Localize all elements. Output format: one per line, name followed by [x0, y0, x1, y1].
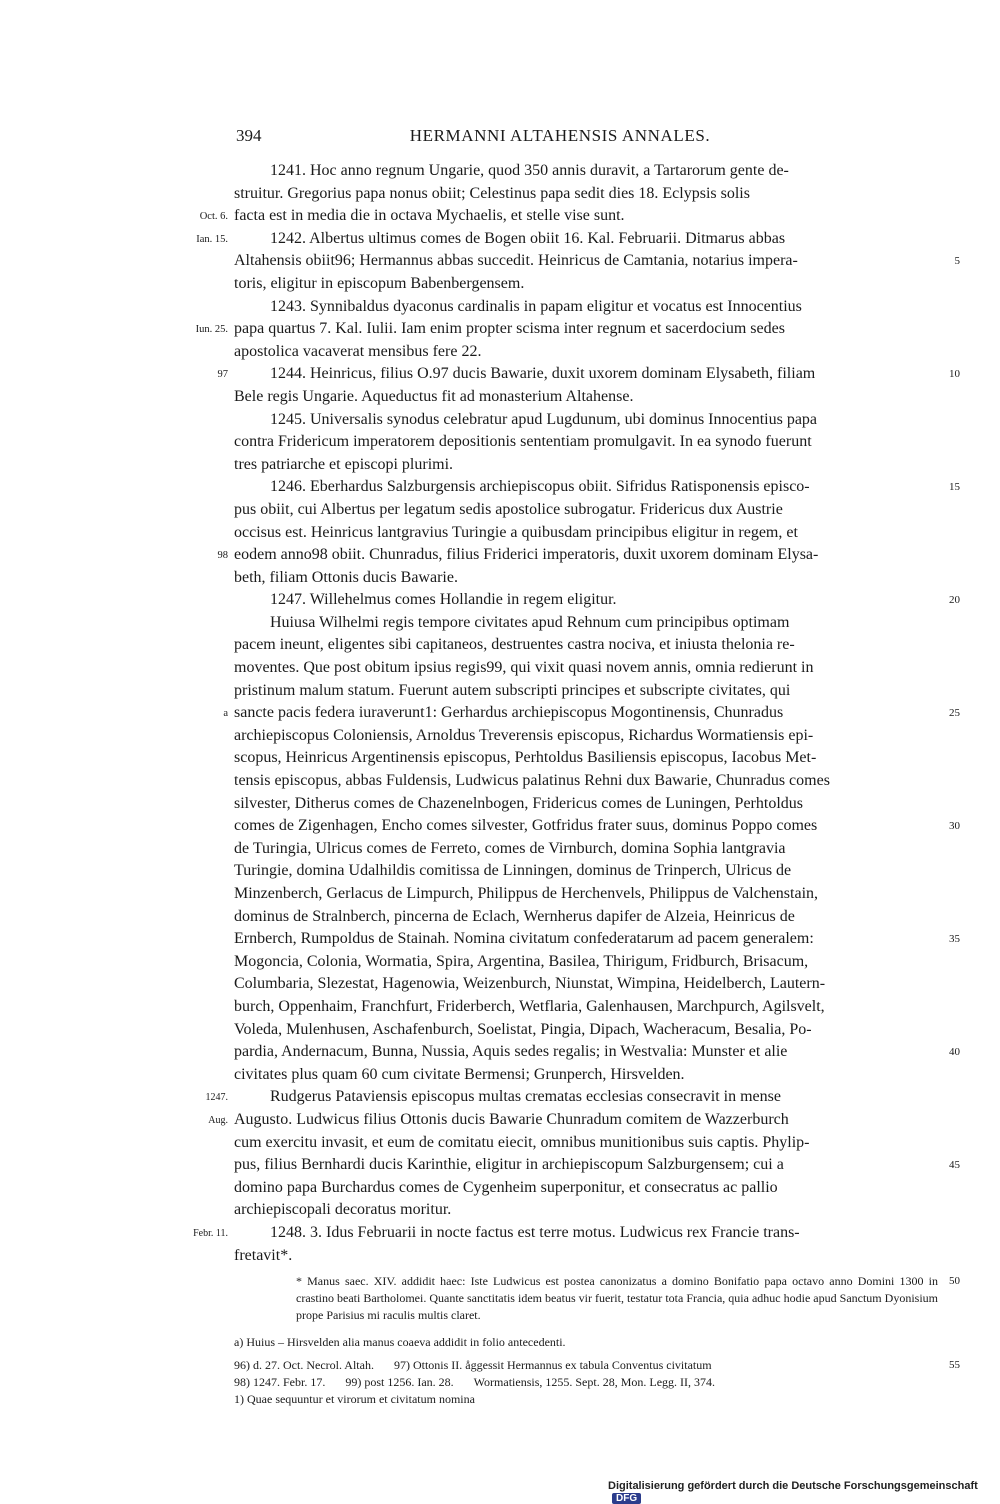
- text-line: Turingie, domina Udalhildis comitissa de Linningen, dominus de Trinperch, Ulricus de: [234, 862, 792, 880]
- margin-date: Febr. 11.: [193, 1227, 228, 1239]
- footnote: 97) Ottonis II. åggessit Hermannus ex tabula Conventus civitatum: [393, 1358, 712, 1373]
- text-line: comes de Zigenhagen, Encho comes silvester, Gotfridus frater suus, dominus Poppo comes: [234, 817, 818, 835]
- text-line: Voleda, Mulenhusen, Aschafenburch, Soelistat, Pingia, Dipach, Wacheracum, Besalia, Po-: [234, 1020, 812, 1038]
- dfg-logo: DFG: [612, 1493, 641, 1504]
- text-line: Huiusa Wilhelmi regis tempore civitates apud Rehnum cum principibus optimam: [270, 613, 790, 631]
- text-line: 1244. Heinricus, filius O.97 ducis Bawarie, duxit uxorem dominam Elysabeth, filiam: [270, 365, 816, 383]
- text-line: Columbaria, Slezestat, Hagenowia, Weizenburch, Niunstat, Wimpina, Heidelberch, Lautern-: [234, 975, 826, 993]
- text-line: papa quartus 7. Kal. Iulii. Iam enim propter scisma inter regnum et sacerdocium sedes: [234, 320, 785, 338]
- text-line: silvester, Ditherus comes de Chazenelnbogen, Fridericus comes de Luningen, Perhtoldus: [234, 794, 803, 812]
- margin-ref: a: [223, 708, 228, 720]
- text-line: 1248. 3. Idus Februarii in nocte factus est terre motus. Ludwicus rex Francie trans-: [270, 1223, 800, 1241]
- text-line: dominus de Stralnberch, pincerna de Eclach, Wernherus dapifer de Alzeia, Heinricus de: [234, 907, 795, 925]
- text-line: archiepiscopus Coloniensis, Arnoldus Treverensis episcopus, Richardus Wormatiensis epi-: [234, 726, 814, 744]
- text-line: burch, Oppenhaim, Franchfurt, Friderberch, Wetflaria, Galenhausen, Marchpurch, Agilsvelt,: [234, 997, 825, 1015]
- footnote-a: a) Huius – Hirsvelden alia manus coaeva addidit in folio antecedenti.: [234, 1335, 566, 1350]
- text-line: domino papa Burchardus comes de Cygenheim superponitur, et consecratus ac pallio: [234, 1178, 778, 1196]
- entry-1242: [196, 228, 938, 251]
- line-number: 40: [949, 1046, 960, 1059]
- text-line: 1246. Eberhardus Salzburgensis archiepiscopus obiit. Sifridus Ratisponensis episco-: [270, 478, 810, 496]
- text-line: de Turingia, Ulricus comes de Ferreto, comes de Virnburch, domina Sophia lantgravia: [234, 839, 786, 857]
- text-line: 1241. Hoc anno regnum Ungarie, quod 350 annis duravit, a Tartarorum gente de-: [270, 162, 789, 179]
- text-line: pristinum malum statum. Fuerunt autem subscripti principes et subscripte civitates, qui: [234, 681, 791, 699]
- line-number: 30: [949, 820, 960, 833]
- margin-date: Ian. 15.: [196, 233, 228, 245]
- text-line: 1242. Albertus ultimus comes de Bogen obiit 16. Kal. Februarii. Ditmarus abbas: [270, 229, 786, 247]
- entry-1247-aug: [205, 1086, 938, 1109]
- manuscript-note: * Manus saec. XIV. addidit haec: Iste Ludwicus est postea canonizatus a domino Bonifatio papa octavo anno Domini 1300 in crastino beati Bartholomei. Quante sanctitatis idem beatus vir fuerit, testatur tota Francia, quia adhuc hodie apud Sanctum Dyonisium prope Parisius mi raculis multis claret. 50: [296, 1274, 960, 1323]
- entry-1248: [193, 1222, 938, 1245]
- text-line: Rudgerus Pataviensis episcopus multas crematas ecclesias consecravit in mense: [270, 1088, 781, 1106]
- text-line: apostolica vacaverat mensibus fere 22.: [234, 342, 482, 360]
- margin-ref: 98: [217, 550, 228, 562]
- line-number: 15: [949, 481, 960, 494]
- text-line: 1245. Universalis synodus celebratur apud Lugdunum, ubi dominus Innocentius papa: [270, 410, 818, 428]
- margin-date: Aug.: [208, 1114, 228, 1126]
- line-number: 35: [949, 933, 960, 946]
- text-line: Mogoncia, Colonia, Wormatia, Spira, Argentina, Basilea, Thirigum, Fridburch, Brisacum,: [234, 952, 809, 970]
- footnote: 96) d. 27. Oct. Necrol. Altah.: [234, 1358, 374, 1373]
- line-number: 20: [949, 594, 960, 607]
- entry-1241: [234, 160, 938, 183]
- footnotes: [234, 1357, 960, 1408]
- text-line: moventes. Que post obitum ipsius regis99, qui vixit quasi novem annis, omnia redierunt in: [234, 659, 814, 677]
- text-line: 1243. Synnibaldus dyaconus cardinalis in papam eligitur et vocatus est Innocentius: [270, 297, 802, 315]
- line-number: 5: [954, 255, 960, 268]
- annals-text: [193, 160, 960, 1408]
- running-title: HERMANNI ALTAHENSIS ANNALES.: [409, 126, 711, 145]
- text-line: 1247. Willehelmus comes Hollandie in regem eligitur.: [270, 591, 617, 609]
- text-line: pardia, Andernacum, Bunna, Nussia, Aquis sedes regalis; in Westvalia: Munster et alie: [234, 1043, 788, 1061]
- text-line: pacem ineunt, eligentes sibi capitaneos, destruentes castra nociva, et iniusta thelonia re-: [234, 636, 795, 654]
- text-line: beth, filiam Ottonis ducis Bawarie.: [234, 568, 458, 586]
- text-line: Ernberch, Rumpoldus de Stainah. Nomina civitatum confederatarum ad pacem generalem:: [234, 930, 814, 948]
- footnote: 99) post 1256. Ian. 28.: [345, 1375, 454, 1390]
- text-line: struitur. Gregorius papa nonus obiit; Celestinus papa sedit dies 18. Eclypsis solis: [234, 184, 750, 202]
- margin-date: 1247.: [205, 1092, 228, 1104]
- margin-ref: 97: [217, 369, 228, 381]
- text-line: occisus est. Heinricus lantgravius Turingie a quibusdam principibus eligitur in regem, et: [234, 523, 798, 541]
- text-line: tensis episcopus, abbas Fuldensis, Ludwicus palatinus Rehni dux Bawarie, Chunradus comes: [234, 772, 830, 790]
- page-header: [0, 126, 1000, 152]
- footnote: 98) 1247. Febr. 17.: [234, 1375, 326, 1390]
- footnote: 1) Quae sequuntur et virorum et civitatum nomina: [234, 1392, 475, 1407]
- digitization-credit: [608, 1480, 1000, 1504]
- entry-1243: [234, 296, 938, 319]
- text-line: fretavit*.: [234, 1246, 293, 1264]
- text-line: scopus, Heinricus Argentinensis episcopus, Perhtoldus Basiliensis episcopus, Iacobus Met-: [234, 749, 817, 767]
- text-line: contra Fridericum imperatorem depositionis sententiam promulgavit. In ea synodo fuerunt: [234, 433, 812, 451]
- text-line: toris, eligitur in episcopum Babenbergensem.: [234, 274, 525, 292]
- entry-1245: [234, 409, 938, 432]
- text-line: Bele regis Ungarie. Aqueductus fit ad monasterium Altahense.: [234, 387, 634, 405]
- entry-1247: [234, 589, 960, 634]
- text-line: Augusto. Ludwicus filius Ottonis ducis Bawarie Chunradum comitem de Wazzerburch: [234, 1110, 789, 1128]
- entry-1246: [234, 476, 960, 499]
- text-line: tres patriarche et episcopi plurimi.: [234, 455, 454, 473]
- page-number: 394: [236, 126, 262, 145]
- text-line: facta est in media die in octava Mychaelis, et stelle vise sunt.: [234, 207, 625, 225]
- text-line: civitates plus quam 60 cum civitate Bermensi; Grunperch, Hirsvelden.: [234, 1065, 685, 1083]
- line-number: 45: [949, 1159, 960, 1172]
- line-number: 10: [949, 368, 960, 381]
- text-line: sancte pacis federa iuraverunt1: Gerhardus archiepiscopus Mogontinensis, Chunradus: [234, 704, 784, 722]
- margin-date: Iun. 25.: [195, 324, 228, 336]
- text-line: archiepiscopali decoratus moritur.: [234, 1201, 452, 1219]
- margin-date: Oct. 6.: [199, 211, 228, 223]
- footnote: Wormatiensis, 1255. Sept. 28, Mon. Legg. II, 374.: [473, 1375, 716, 1390]
- text-line: pus obiit, cui Albertus per legatum sedis apostolice subrogatur. Fridericus dux Austrie: [234, 500, 783, 518]
- text-line: cum exercitu invasit, et eum de comitatu eiecit, omnibus munitionibus suis captis. Phylip-: [234, 1133, 810, 1151]
- line-number: 50: [949, 1275, 960, 1288]
- text-line: eodem anno98 obiit. Chunradus, filius Friderici imperatoris, duxit uxorem dominam Elysa-: [234, 546, 819, 564]
- credit-text: Digitalisierung gefördert durch die Deutsche Forschungsgemeinschaft: [608, 1480, 978, 1492]
- text-line: Minzenberch, Gerlacus de Limpurch, Philippus de Herchenvels, Philippus de Valchenstain,: [234, 885, 819, 902]
- text-line: Altahensis obiit96; Hermannus abbas succedit. Heinricus de Camtania, notarius impera-: [234, 252, 798, 270]
- line-number: 25: [949, 707, 960, 720]
- text-line: pus, filius Bernhardi ducis Karinthie, eligitur in archiepiscopum Salzburgensem; cui a: [234, 1156, 784, 1174]
- entry-1244: [217, 363, 960, 386]
- line-number: 55: [949, 1359, 960, 1372]
